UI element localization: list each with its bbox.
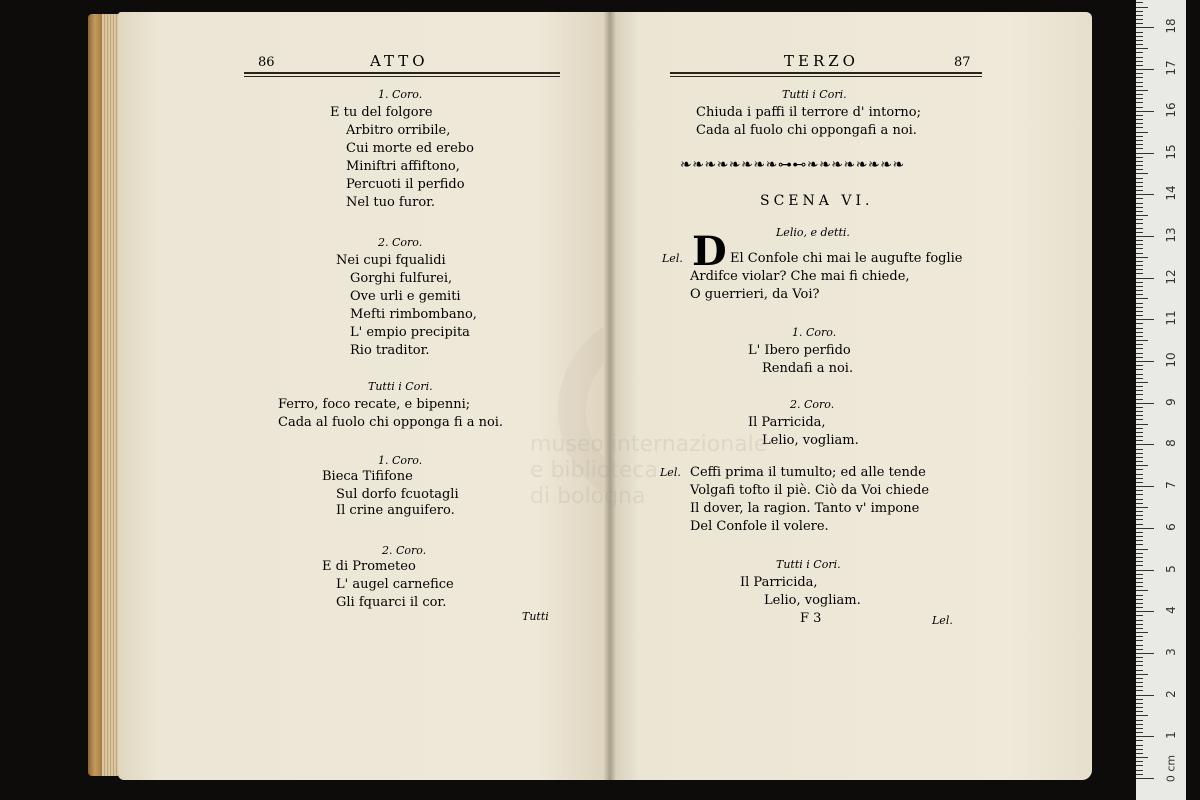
verse-line: Arbitro orribile, [346,123,451,138]
measuring-ruler [1136,0,1186,800]
ruler-tick [1136,419,1143,420]
verse-line: Rio traditor. [350,343,430,358]
ruler-tick [1136,144,1143,145]
ruler-tick [1136,361,1154,362]
ruler-tick [1136,653,1154,654]
verse-line: O guerrieri, da Voi? [690,287,820,302]
ruler-number: 13 [1164,227,1178,243]
ruler-tick [1136,223,1143,224]
ruler-tick [1136,123,1143,124]
book-spine-edge [88,14,102,776]
ruler-tick [1136,107,1143,108]
watermark-text: museo internazionale [530,432,768,457]
ruler-tick [1136,544,1143,545]
verse-line: Chiuda i paffi il terrore d' intorno; [696,105,922,120]
ruler-tick [1136,290,1143,291]
verse-line: Ceffi prima il tumulto; ed alle tende [690,465,926,480]
ruler-tick [1136,369,1143,370]
ruler-tick [1136,82,1143,83]
ruler-tick [1136,507,1148,508]
ruler-tick [1136,711,1143,712]
ruler-tick [1136,73,1143,74]
speaker-heading: Tutti i Cori. [368,380,433,393]
ruler-tick [1136,65,1143,66]
ornament-divider: ❧❧❧❧❧❧❧❧⊶⊷❧❧❧❧❧❧❧❧ [680,157,905,173]
ruler-tick [1136,278,1154,279]
verse-line: Sul dorfo fcuotagli [336,487,459,502]
ruler-tick [1136,157,1143,158]
ruler-tick [1136,611,1154,612]
ruler-tick [1136,11,1143,12]
ruler-tick [1136,57,1143,58]
ruler-tick [1136,165,1143,166]
right-folio: 87 [954,55,971,70]
ruler-tick [1136,98,1143,99]
ruler-tick [1136,261,1143,262]
ruler-tick [1136,340,1148,341]
ruler-tick [1136,695,1154,696]
ruler-tick [1136,148,1143,149]
left-catchword: Tutti [522,610,549,623]
ruler-tick [1136,186,1143,187]
ruler-tick [1136,661,1143,662]
ruler-tick [1136,190,1143,191]
ruler-tick [1136,52,1143,53]
ruler-tick [1136,624,1143,625]
ruler-tick [1136,61,1143,62]
ruler-tick [1136,15,1143,16]
ruler-number: 17 [1164,60,1178,76]
ruler-tick [1136,315,1143,316]
ruler-tick [1136,332,1143,333]
ruler-tick [1136,86,1143,87]
verse-line: Cada al fuolo chi opponga fi a noi. [278,415,504,430]
ruler-tick [1136,582,1143,583]
ruler-tick [1136,253,1143,254]
ruler-tick [1136,686,1143,687]
ruler-tick [1136,603,1143,604]
ruler-tick [1136,465,1148,466]
ruler-tick [1136,753,1143,754]
ruler-tick [1136,240,1143,241]
ruler-tick [1136,153,1154,154]
ruler-tick [1136,140,1143,141]
ruler-tick [1136,494,1143,495]
ruler-tick [1136,132,1148,133]
ruler-tick [1136,432,1143,433]
verse-line: Rendafi a noi. [762,361,854,376]
ruler-tick [1136,48,1148,49]
ruler-tick [1136,136,1143,137]
ruler-tick [1136,628,1143,629]
watermark-text: e biblioteca [530,458,658,483]
ruler-tick [1136,553,1143,554]
ruler-tick [1136,323,1143,324]
ruler-tick [1136,532,1143,533]
ruler-tick [1136,178,1143,179]
ruler-tick [1136,161,1143,162]
verse-line: Bieca Tififone [322,469,413,484]
ruler-tick [1136,282,1143,283]
verse-line: L' empio precipita [350,325,470,340]
ruler-tick [1136,119,1143,120]
ruler-tick [1136,503,1143,504]
ruler-tick [1136,386,1143,387]
ruler-tick [1136,499,1143,500]
ruler-tick [1136,407,1143,408]
ruler-tick [1136,173,1148,174]
speaker-heading: 2. Coro. [790,398,835,411]
ruler-tick [1136,474,1143,475]
ruler-tick [1136,127,1143,128]
ruler-tick [1136,749,1143,750]
verse-line: Ferro, foco recate, e bipenni; [278,397,471,412]
ruler-tick [1136,640,1143,641]
ruler-tick [1136,27,1154,28]
verse-line: E tu del folgore [330,105,433,120]
verse-line: Mefti rimbombano, [350,307,477,322]
verse-line: Percuoti il perfido [346,177,465,192]
ruler-tick [1136,203,1143,204]
ruler-tick [1136,707,1143,708]
ruler-tick [1136,765,1143,766]
ruler-tick [1136,194,1154,195]
ruler-tick [1136,344,1143,345]
ruler-tick [1136,519,1143,520]
ruler-tick [1136,248,1143,249]
ruler-tick [1136,444,1154,445]
ruler-tick [1136,774,1143,775]
ruler-number: 2 [1164,689,1178,698]
ruler-tick [1136,690,1143,691]
ruler-tick [1136,549,1148,550]
ruler-tick [1136,215,1148,216]
ruler-tick [1136,682,1143,683]
ruler-tick [1136,486,1154,487]
ruler-number: 1 [1164,731,1178,740]
ruler-tick [1136,69,1154,70]
ruler-number: 11 [1164,310,1178,326]
ruler-tick [1136,32,1143,33]
ruler-tick [1136,378,1143,379]
left-head-rule [244,72,560,77]
ruler-tick [1136,561,1143,562]
ruler-tick [1136,586,1143,587]
ruler-tick [1136,578,1143,579]
verse-line: Nei cupi fqualidi [336,253,446,268]
ruler-tick [1136,699,1143,700]
ruler-tick [1136,670,1143,671]
ruler-tick [1136,298,1148,299]
ruler-tick [1136,607,1143,608]
verse-line: Gli fquarci il cor. [336,595,447,610]
ruler-tick [1136,111,1154,112]
speaker-heading: 1. Coro. [378,88,423,101]
ruler-tick [1136,482,1143,483]
ruler-number: 8 [1164,439,1178,448]
verse-line: Lelio, vogliam. [762,433,859,448]
right-catchword: Lel. [932,614,953,627]
ruler-tick [1136,478,1143,479]
ruler-tick [1136,599,1143,600]
ruler-tick [1136,665,1143,666]
book-gutter [604,12,616,780]
ruler-number: 5 [1164,564,1178,573]
ruler-tick [1136,357,1143,358]
ruler-tick [1136,732,1143,733]
verse-line: Gorghi fulfurei, [350,271,453,286]
speaker-label: Lel. [660,466,681,479]
verse-line: E di Prometeo [322,559,416,574]
ruler-tick [1136,469,1143,470]
ruler-tick [1136,536,1143,537]
ruler-tick [1136,565,1143,566]
speaker-heading: Tutti i Cori. [782,88,847,101]
verse-line: L' augel carnefice [336,577,454,592]
ruler-tick [1136,353,1143,354]
verse-line: Lelio, vogliam. [764,593,861,608]
watermark-text: di bologna [530,484,646,509]
ruler-tick [1136,720,1143,721]
ruler-number: 9 [1164,397,1178,406]
ruler-tick [1136,415,1143,416]
ruler-tick [1136,724,1143,725]
left-folio: 86 [258,55,275,70]
ruler-tick [1136,219,1143,220]
ruler-tick [1136,570,1154,571]
ruler-tick [1136,115,1143,116]
verse-line: Il Parricida, [740,575,818,590]
ruler-tick [1136,678,1143,679]
ruler-tick [1136,590,1148,591]
ruler-tick [1136,436,1143,437]
ruler-tick [1136,428,1143,429]
ruler-tick [1136,449,1143,450]
ruler-tick [1136,728,1143,729]
ruler-tick [1136,348,1143,349]
ruler-tick [1136,44,1143,45]
ruler-tick [1136,382,1148,383]
ruler-tick [1136,524,1143,525]
ruler-tick [1136,761,1143,762]
verse-line: L' Ibero perfido [748,343,851,358]
verse-line: Miniftri affiftono, [346,159,460,174]
ruler-tick [1136,336,1143,337]
ruler-tick [1136,294,1143,295]
ruler-tick [1136,511,1143,512]
ruler-tick [1136,770,1143,771]
drop-cap: D [692,228,727,275]
ruler-tick [1136,207,1143,208]
ruler-tick [1136,440,1143,441]
ruler-tick [1136,461,1143,462]
ruler-number: 16 [1164,102,1178,118]
verse-line: Del Confole il volere. [690,519,829,534]
ruler-tick [1136,757,1148,758]
ruler-tick [1136,515,1143,516]
ruler-tick [1136,615,1143,616]
ruler-tick [1136,77,1143,78]
ruler-number: 10 [1164,352,1178,368]
ruler-tick [1136,457,1143,458]
speaker-heading: 2. Coro. [378,236,423,249]
ruler-tick [1136,390,1143,391]
ruler-tick [1136,40,1143,41]
signature-mark: F 3 [800,611,822,626]
ruler-tick [1136,94,1143,95]
ruler-tick [1136,36,1143,37]
ruler-tick [1136,745,1143,746]
verse-line: Cui morte ed erebo [346,141,474,156]
ruler-tick [1136,736,1154,737]
ruler-tick [1136,273,1143,274]
ruler-tick [1136,595,1143,596]
verse-line: El Confole chi mai le augufte foglie [730,251,963,266]
ruler-tick [1136,311,1143,312]
ruler-tick [1136,424,1148,425]
ruler-number: 6 [1164,522,1178,531]
speaker-heading: 1. Coro. [378,454,423,467]
ruler-tick [1136,649,1143,650]
verse-line: Ardifce violar? Che mai fi chiede, [690,269,910,284]
verse-line: Cada al fuolo chi oppongafi a noi. [696,123,917,138]
ruler-tick [1136,715,1148,716]
ruler-tick [1136,674,1148,675]
right-running-head: TERZO [784,52,859,70]
ruler-tick [1136,303,1143,304]
ruler-unit-label: 0 cm [1164,754,1178,783]
scene-cast: Lelio, e detti. [776,226,850,239]
ruler-number: 12 [1164,268,1178,285]
ruler-tick [1136,7,1148,8]
speaker-heading: 1. Coro. [792,326,837,339]
ruler-number: 14 [1164,185,1178,201]
left-running-head: ATTO [370,52,429,70]
ruler-tick [1136,557,1143,558]
ruler-tick [1136,257,1148,258]
ruler-tick [1136,182,1143,183]
ruler-tick [1136,365,1143,366]
ruler-tick [1136,403,1154,404]
ruler-tick [1136,620,1143,621]
ruler-tick [1136,453,1143,454]
verse-line: Il dover, la ragion. Tanto v' impone [690,501,920,516]
ruler-tick [1136,703,1143,704]
ruler-tick [1136,319,1154,320]
scene-title: SCENA VI. [760,193,874,209]
ruler-tick [1136,645,1143,646]
verse-line: Ove urli e gemiti [350,289,461,304]
ruler-tick [1136,19,1143,20]
ruler-number: 15 [1164,143,1178,160]
ruler-tick [1136,236,1154,237]
speaker-label: Lel. [662,252,683,265]
verse-line: Il Parricida, [748,415,826,430]
ruler-tick [1136,269,1143,270]
right-head-rule [670,72,982,77]
ruler-tick [1136,211,1143,212]
ruler-tick [1136,265,1143,266]
ruler-tick [1136,540,1143,541]
ruler-tick [1136,169,1143,170]
ruler-tick [1136,636,1143,637]
speaker-heading: 2. Coro. [382,544,427,557]
ruler-tick [1136,2,1143,3]
ruler-number: 7 [1164,481,1178,489]
ruler-tick [1136,198,1143,199]
ruler-tick [1136,228,1143,229]
ruler-tick [1136,102,1143,103]
ruler-tick [1136,394,1143,395]
ruler-number: 18 [1164,18,1178,35]
ruler-tick [1136,328,1143,329]
speaker-heading: Tutti i Cori. [776,558,841,571]
ruler-tick [1136,374,1143,375]
ruler-tick [1136,657,1143,658]
ruler-tick [1136,740,1143,741]
ruler-tick [1136,244,1143,245]
ruler-tick [1136,528,1154,529]
ruler-tick [1136,399,1143,400]
verse-line: Nel tuo furor. [346,195,436,210]
ruler-tick [1136,778,1154,779]
ruler-tick [1136,490,1143,491]
verse-line: Il crine anguifero. [336,503,455,518]
verse-line: Volgafi tofto il piè. Ciò da Voi chiede [690,483,930,498]
ruler-tick [1136,632,1148,633]
ruler-tick [1136,232,1143,233]
ruler-tick [1136,307,1143,308]
ruler-tick [1136,411,1143,412]
ruler-tick [1136,23,1143,24]
ruler-tick [1136,90,1148,91]
ruler-tick [1136,574,1143,575]
ruler-tick [1136,286,1143,287]
ruler-number: 4 [1164,606,1178,615]
ruler-number: 3 [1164,648,1178,656]
page-block-edge [102,14,118,776]
